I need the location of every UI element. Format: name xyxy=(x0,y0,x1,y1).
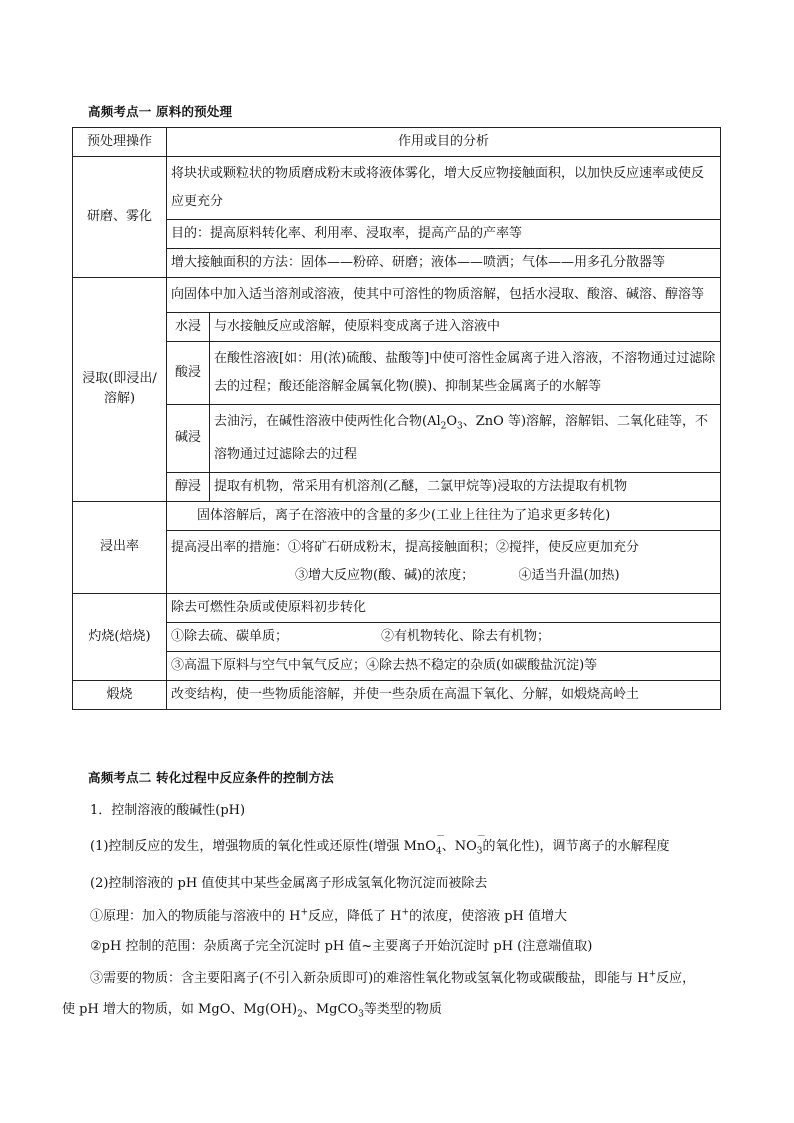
para-5: ②pH 控制的范围：杂质离子完全沉淀时 pH 值~主要离子开始沉淀时 pH (注意端值取) xyxy=(90,939,593,954)
op-roasting: 灼烧(焙烧) xyxy=(73,593,167,680)
rate-row-2a: 提高浸出率的措施：①将矿石研成粉末，提高接触面积；②搅拌，使反应更加充分 xyxy=(171,539,640,555)
calcine-row-1: 改变结构，使一些物质能溶解，并使一些杂质在高温下氧化、分解，如煅烧高岭土 xyxy=(167,680,721,709)
leach-intro: 向固体中加入适当溶剂或溶液，使其中可溶性的物质溶解，包括水浸取、酸溶、碱溶、醇溶等 xyxy=(167,278,721,313)
para-1: 1．控制溶液的酸碱性(pH) xyxy=(90,803,246,818)
grinding-row-3: 增大接触面积的方法：固体——粉碎、研磨；液体——喷洒；气体——用多孔分散器等 xyxy=(167,249,721,278)
rate-row-2 xyxy=(167,530,721,593)
leach-alcohol-label: 醇浸 xyxy=(167,472,210,501)
leach-acid-text: 在酸性溶液[如：用(浓)硫酸、盐酸等]中使可溶性金属离子进入溶液，不溶物通过过滤除去的过程；酸还能溶解金属氧化物(膜)、抑制某些金属离子的水解等 xyxy=(210,342,721,405)
leach-alkali-label: 碱浸 xyxy=(167,405,210,473)
grinding-row-2: 目的：提高原料转化率、利用率、浸取率，提高产品的产率等 xyxy=(167,220,721,249)
grinding-row-1: 将块状或颗粒状的物质磨成粉末或将液体雾化，增大反应物接触面积，以加快反应速率或使反应更充分 xyxy=(167,157,721,220)
pretreatment-table xyxy=(72,127,721,710)
leach-water-text: 与水接触反应或溶解，使原料变成离子进入溶液中 xyxy=(210,313,721,342)
leach-subtable-cell xyxy=(167,313,721,502)
para-6: ③需要的物质：含主要阳离子(不引入新杂质即可)的难溶性氧化物或氢氧化物或碳酸盐，即能与 H+反应， xyxy=(90,969,696,986)
op-grinding: 研磨、雾化 xyxy=(73,157,167,278)
roast-row-1: 除去可燃性杂质或使原料初步转化 xyxy=(167,593,721,622)
roast-row-2 xyxy=(167,622,721,651)
leach-alcohol-text: 提取有机物，常采用有机溶剂(乙醚，二氯甲烷等)浸取的方法提取有机物 xyxy=(214,478,628,494)
op-leaching: 浸取(即浸出/溶解) xyxy=(73,278,167,502)
rate-row-2b1: ③增大反应物(酸、碱)的浓度； xyxy=(295,567,475,583)
rate-row-2b2: ④适当升温(加热) xyxy=(518,567,620,583)
roast-row-2a: ①除去硫、碳单质； xyxy=(171,628,289,644)
op-leach-rate: 浸出率 xyxy=(73,501,167,593)
roast-row-2b: ②有机物转化、除去有机物； xyxy=(381,628,551,644)
header-operation: 预处理操作 xyxy=(73,128,167,157)
para-3: (2)控制溶液的 pH 值使其中某些金属离子形成氢氧化物沉淀而被除去 xyxy=(90,876,488,891)
leach-alkali-text: 去油污，在碱性溶液中使两性化合物($Al_2O_3$、ZnO 等)溶解，溶解铝、二氧化硅等，不溶物通过过滤除去的过程 xyxy=(210,405,721,473)
para-2: (1)控制反应的发生，增强物质的氧化性或还原性(增强 MnO － $_4$、NO － $_3$的氧化性)，调节离子的水解程度 xyxy=(90,832,670,857)
rate-row-1: 固体溶解后，离子在溶液中的含量的多少(工业上往往为了追求更多转化) xyxy=(167,501,721,530)
section-title-2: 高频考点二 转化过程中反应条件的控制方法 xyxy=(88,770,334,785)
header-analysis: 作用或目的分析 xyxy=(167,128,721,157)
op-calcining: 煅烧 xyxy=(73,680,167,709)
para-7: 使 pH 增大的物质，如 MgO、$Mg(OH)_2$、MgCO$_3$等类型的物质 xyxy=(62,1002,442,1020)
roast-row-3: ③高温下原料与空气中氧气反应；④除去热不稳定的杂质(如碳酸盐沉淀)等 xyxy=(167,651,721,680)
leach-water-label: 水浸 xyxy=(167,313,210,342)
leach-subtable xyxy=(167,313,720,501)
leach-acid-label: 酸浸 xyxy=(167,342,210,405)
section-title-1: 高频考点一 原料的预处理 xyxy=(88,104,233,119)
para-4: ①原理：加入的物质能与溶液中的 H+反应，降低了 H+的浓度，使溶液 pH 值增大 xyxy=(90,907,567,924)
